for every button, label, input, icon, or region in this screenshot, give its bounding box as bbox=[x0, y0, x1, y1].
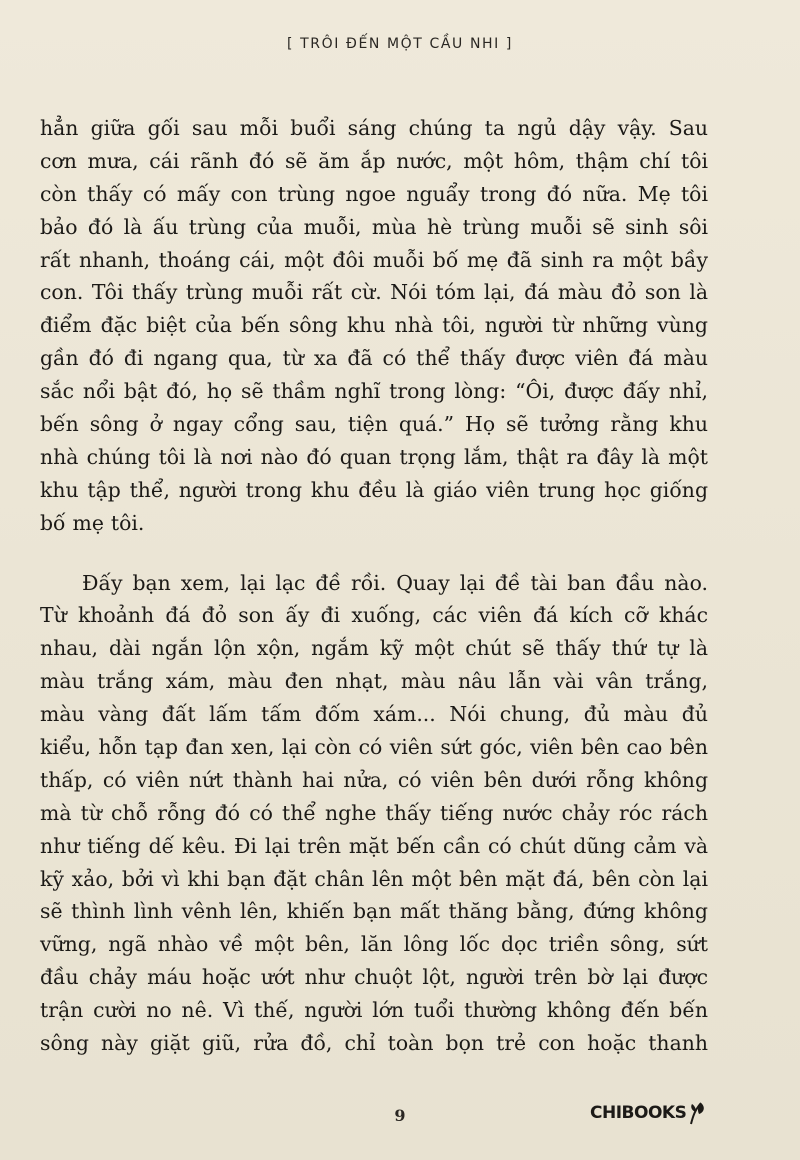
leaf-icon bbox=[687, 1100, 709, 1126]
text-line: vững, ngã nhào về một bên, lăn lông lốc dọc triền sông, sứt bbox=[40, 932, 708, 957]
text-line: sông này giặt giũ, rửa đồ, chỉ toàn bọn trẻ con hoặc thanh bbox=[40, 1031, 708, 1056]
text-line: thấp, có viên nứt thành hai nửa, có viên bên dưới rỗng không bbox=[40, 767, 708, 792]
text-line: trận cười no nê. Vì thế, người lớn tuổi thường không đến bến bbox=[40, 998, 708, 1023]
text-line: bố mẹ tôi. bbox=[40, 510, 145, 535]
text-line: kỹ xảo, bởi vì khi bạn đặt chân lên một bên mặt đá, bên còn lại bbox=[40, 866, 708, 891]
text-line: Từ khoảnh đá đỏ son ấy đi xuống, các viên đá kích cỡ khác bbox=[40, 603, 708, 628]
text-line: hẳn giữa gối sau mỗi buổi sáng chúng ta ngủ dậy vậy. Sau bbox=[40, 116, 708, 140]
text-line: sẽ thình lình vênh lên, khiến bạn mất thăng bằng, đứng không bbox=[40, 899, 708, 924]
publisher-logo bbox=[590, 1100, 709, 1126]
text-line: gần đó đi ngang qua, từ xa đã có thể thấy được viên đá màu bbox=[40, 346, 708, 371]
text-line: mà từ chỗ rỗng đó có thể nghe thấy tiếng nước chảy róc rách bbox=[40, 800, 708, 825]
text-line: nhà chúng tôi là nơi nào đó quan trọng lắm, thật ra đây là một bbox=[40, 444, 708, 469]
paragraph-gap bbox=[40, 540, 708, 567]
body-text bbox=[40, 112, 708, 1060]
paragraph-2 bbox=[40, 567, 708, 1060]
text-line: sắc nổi bật đó, họ sẽ thầm nghĩ trong lòng: “Ôi, được đấy nhỉ, bbox=[40, 379, 708, 404]
publisher-name: CHIBOOKS bbox=[590, 1103, 687, 1123]
text-line: nhau, dài ngắn lộn xộn, ngắm kỹ một chút sẽ thấy thứ tự là bbox=[40, 636, 708, 661]
page-number: 9 bbox=[394, 1106, 406, 1125]
text-line: như tiếng dế kêu. Đi lại trên mặt bến cần có chút dũng cảm và bbox=[40, 833, 708, 858]
text-line: còn thấy có mấy con trùng ngoe nguẩy trong đó nữa. Mẹ tôi bbox=[40, 181, 708, 206]
text-line: đầu chảy máu hoặc ướt như chuột lột, người trên bờ lại được bbox=[40, 965, 708, 990]
text-line: kiểu, hỗn tạp đan xen, lại còn có viên sứt góc, viên bên cao bên bbox=[40, 735, 708, 760]
text-line: Đấy bạn xem, lại lạc đề rồi. Quay lại đề tài ban đầu nào. bbox=[82, 570, 708, 595]
text-line: bến sông ở ngay cổng sau, tiện quá.” Họ sẽ tưởng rằng khu bbox=[40, 412, 708, 437]
text-line: màu vàng đất lấm tấm đốm xám... Nói chung, đủ màu đủ bbox=[40, 702, 708, 727]
paragraph-1 bbox=[40, 112, 708, 540]
text-line: điểm đặc biệt của bến sông khu nhà tôi, người từ những vùng bbox=[40, 313, 708, 338]
text-line: bảo đó là ấu trùng của muỗi, mùa hè trùng muỗi sẽ sinh sôi bbox=[40, 214, 708, 239]
text-line: rất nhanh, thoáng cái, một đôi muỗi bố mẹ đã sinh ra một bầy bbox=[40, 247, 708, 272]
text-line: màu trắng xám, màu đen nhạt, màu nâu lẫn vài vân trắng, bbox=[40, 669, 708, 694]
text-line: khu tập thể, người trong khu đều là giáo viên trung học giống bbox=[40, 477, 708, 502]
text-line: con. Tôi thấy trùng muỗi rất cừ. Nói tóm lại, đá màu đỏ son là bbox=[40, 280, 708, 305]
text-line: cơn mưa, cái rãnh đó sẽ ăm ắp nước, một hôm, thậm chí tôi bbox=[40, 148, 708, 173]
running-header: [ TRÔI ĐẾN MỘT CẦU NHI ] bbox=[287, 36, 513, 52]
